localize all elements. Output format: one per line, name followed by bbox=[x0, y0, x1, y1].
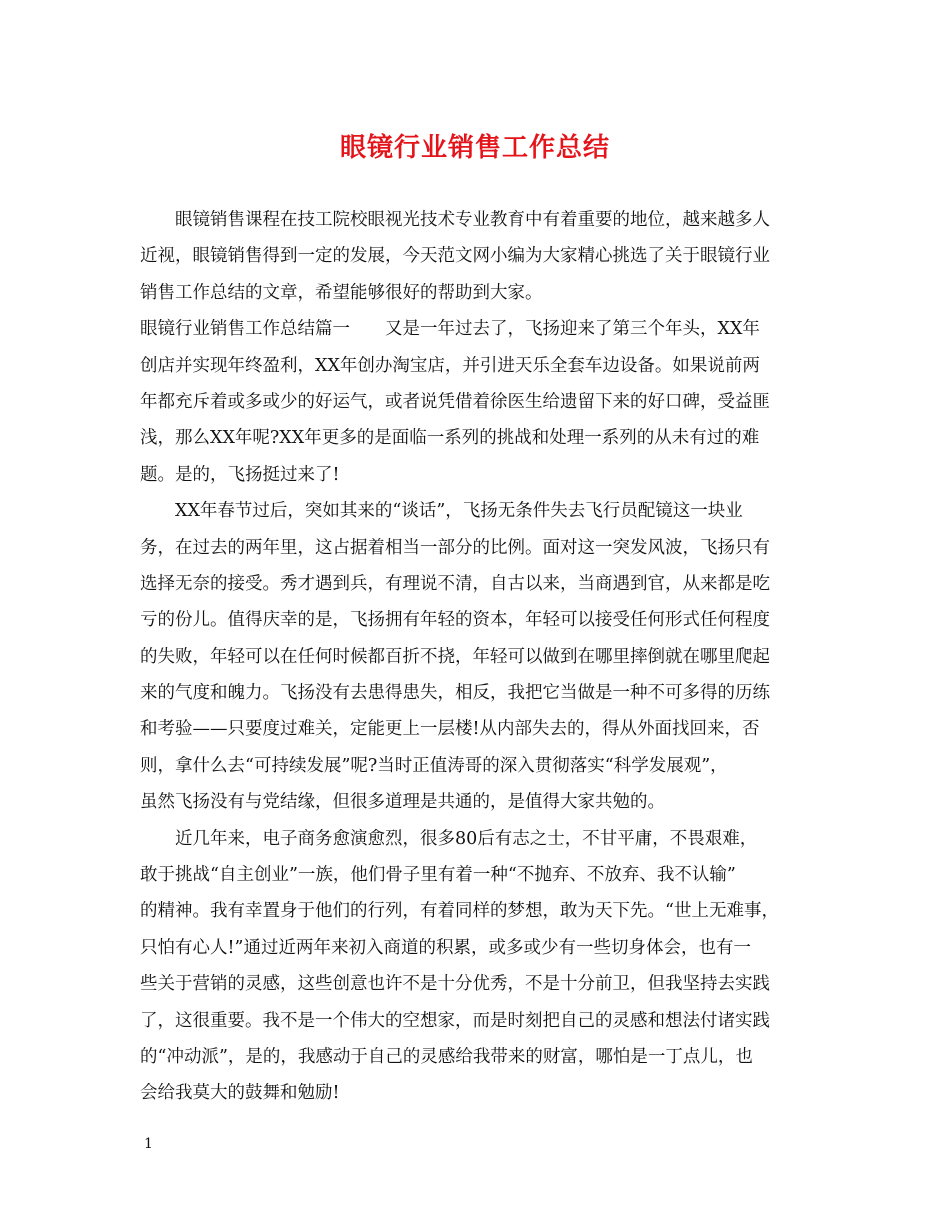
page-number: 1 bbox=[144, 1136, 153, 1152]
paragraph-line: 年都充斥着或多或少的好运气，或者说凭借着徐医生给遗留下来的好口碑，受益匪 bbox=[140, 391, 770, 412]
document-title: 眼镜行业销售工作总结 bbox=[339, 133, 610, 163]
paragraph-line: 务，在过去的两年里，这占据着相当一部分的比例。面对这一突发风波，飞扬只有 bbox=[140, 537, 770, 558]
paragraph-line: 来的气度和魄力。飞扬没有去患得患失，相反，我把它当做是一种不可多得的历练 bbox=[140, 683, 770, 704]
paragraph-line: 浅，那么XX年呢?XX年更多的是面临一系列的挑战和处理一系列的从未有过的难 bbox=[140, 428, 760, 449]
paragraph-line: 会给我莫大的鼓舞和勉励! bbox=[140, 1083, 340, 1104]
paragraph-line: 选择无奈的接受。秀才遇到兵，有理说不清，自古以来，当商遇到官，从来都是吃 bbox=[140, 573, 770, 594]
paragraph-line: 敢于挑战“自主创业”一族，他们骨子里有着一种“不抛弃、不放弃、我不认输” bbox=[140, 865, 736, 886]
paragraph-line: 虽然飞扬没有与党结缘，但很多道理是共通的，是值得大家共勉的。 bbox=[140, 792, 665, 813]
paragraph-line: 的“冲动派”，是的，我感动于自己的灵感给我带来的财富，哪怕是一丁点儿，也 bbox=[140, 1046, 753, 1067]
paragraph-line: 近几年来，电子商务愈演愈烈，很多80后有志之士，不甘平庸，不畏艰难， bbox=[175, 828, 758, 849]
paragraph-line: 些关于营销的灵感，这些创意也许不是十分优秀，不是十分前卫，但我坚持去实践 bbox=[140, 974, 770, 995]
paragraph-line: 的失败，年轻可以在任何时候都百折不挠，年轻可以做到在哪里摔倒就在哪里爬起 bbox=[140, 646, 770, 667]
paragraph-line: 题。是的，飞扬挺过来了! bbox=[140, 464, 340, 485]
paragraph-line: 亏的份儿。值得庆幸的是，飞扬拥有年轻的资本，年轻可以接受任何形式任何程度 bbox=[140, 610, 770, 631]
paragraph-line: 眼镜行业销售工作总结篇一 又是一年过去了，飞扬迎来了第三个年头，XX年 bbox=[140, 319, 760, 340]
paragraph-line: 近视，眼镜销售得到一定的发展，今天范文网小编为大家精心挑选了关于眼镜行业 bbox=[140, 246, 770, 267]
paragraph-line: 创店并实现年终盈利，XX年创办淘宝店，并引进天乐全套车边设备。如果说前两 bbox=[140, 355, 760, 376]
paragraph-line: 的精神。我有幸置身于他们的行列，有着同样的梦想，敢为天下先。“世上无难事， bbox=[140, 901, 779, 922]
paragraph-line: 销售工作总结的文章，希望能够很好的帮助到大家。 bbox=[140, 282, 543, 303]
document-body bbox=[140, 202, 820, 1112]
paragraph-line: 眼镜销售课程在技工院校眼视光技术专业教育中有着重要的地位，越来越多人 bbox=[175, 210, 770, 230]
paragraph-line: 只怕有心人!”通过近两年来初入商道的积累，或多或少有一些切身体会，也有一 bbox=[140, 937, 751, 958]
paragraph-line: 则，拿什么去“可持续发展”呢?当时正值涛哥的深入贯彻落实“科学发展观”， bbox=[140, 755, 728, 776]
paragraph-line: 了，这很重要。我不是一个伟大的空想家，而是时刻把自己的灵感和想法付诸实践 bbox=[140, 1010, 770, 1031]
paragraph-line: 和考验——只要度过难关，定能更上一层楼!从内部失去的，得从外面找回来，否 bbox=[140, 719, 760, 740]
paragraph-line: XX年春节过后，突如其来的“谈话”，飞扬无条件失去飞行员配镜这一块业 bbox=[175, 501, 743, 522]
